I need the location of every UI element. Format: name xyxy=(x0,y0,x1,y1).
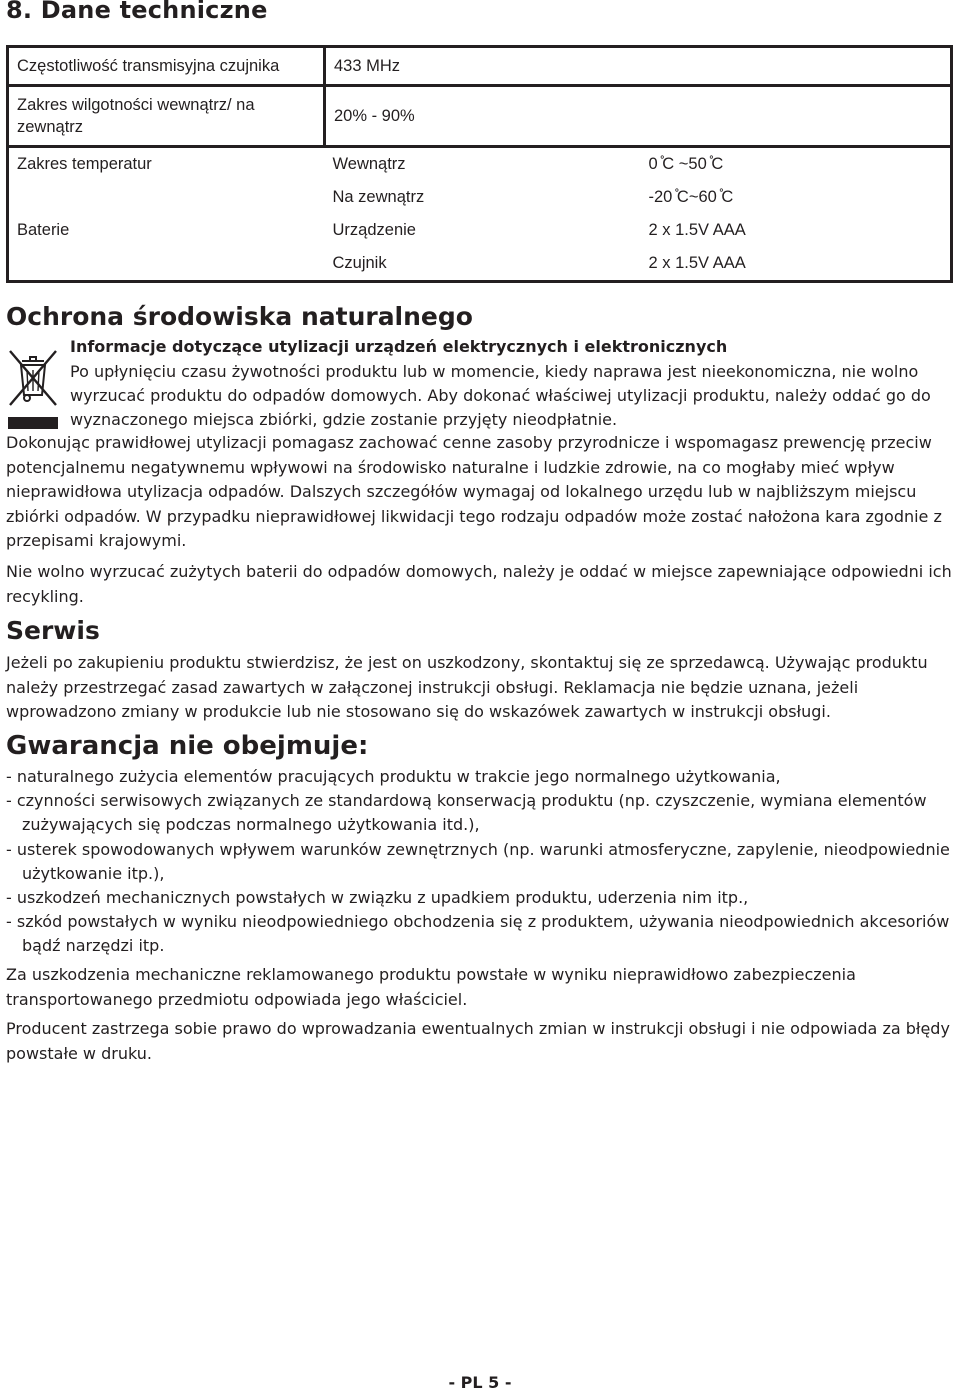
table-row xyxy=(8,181,952,214)
environment-title: Ochrona środowiska naturalnego xyxy=(6,302,473,331)
service-para: Jeżeli po zakupieniu produktu stwierdzisz, że jest on uszkodzony, skontaktuj się ze sprzedawcą. Używając produktu należy przestrzegać zasad zawartych w załączonej instrukcji obsługi. Reklamacja nie będzie uznana, jeżeli wprowadzono zmiany w produkcie lub nie stosowano się do wskazówek zawartych w instrukcji obsługi. xyxy=(6,653,928,721)
environment-para-1: Po upłynięciu czasu żywotności produktu lub w momencie, kiedy naprawa jest nieekonomiczna, nie wolno wyrzucać produktu do odpadów domowych. Aby dokonać właściwej utylizacji produktu, należy oddać go do wyznaczonego miejsca zbiórki, gdzie zostanie przyjęty nieodpłatnie. xyxy=(70,362,931,429)
battery-device-value: 2 x 1.5V AAA xyxy=(641,214,952,247)
humidity-label: Zakres wilgotności wewnątrz/ na zewnątrz xyxy=(8,86,325,147)
list-item: - uszkodzeń mechanicznych powstałych w związku z upadkiem produktu, uderzenia nim itp., xyxy=(6,888,749,908)
table-row xyxy=(8,86,952,147)
warranty-list xyxy=(6,765,958,959)
warranty-para-1: Za uszkodzenia mechaniczne reklamowanego produktu powstałe w wyniku nieprawidłowo zabezpieczenia transportowanego przedmiotu odpowiada jego właściciel. xyxy=(6,965,856,1009)
service-title: Serwis xyxy=(6,616,100,645)
table-row xyxy=(8,147,952,182)
battery-label: Baterie xyxy=(8,214,325,247)
humidity-value: 20% - 90% xyxy=(325,86,952,147)
list-item: - czynności serwisowych związanych ze standardową konserwacją produktu (np. czyszczenie, wymiana elementów zużywających się podczas normalnego użytkowania itd.), xyxy=(6,791,927,835)
section-heading: 8. Dane techniczne xyxy=(6,0,268,24)
battery-sensor-label: Czujnik xyxy=(325,247,641,282)
table-row xyxy=(8,47,952,86)
list-item: - szkód powstałych w wyniku nieodpowiedniego obchodzenia się z produktem, używania nieodpowiednich akcesoriów bądź narzędzi itp. xyxy=(6,912,950,956)
temp-inside-label: Wewnątrz xyxy=(332,155,406,173)
page-number: - PL 5 - xyxy=(448,1373,512,1392)
freq-label: Częstotliwość transmisyjna czujnika xyxy=(8,47,325,86)
list-item: - usterek spowodowanych wpływem warunków zewnętrznych (np. warunki atmosferyczne, zapylenie, nieodpowiednie użytkowanie itp.), xyxy=(6,839,950,883)
environment-para-2: Dokonując prawidłowej utylizacji pomagasz zachować cenne zasoby przyrodnicze i wspomagasz prewencję przeciw potencjalnemu negatywnemu wpływowi na środowisko naturalne i ludzkie zdrowie, na co mogłaby mieć wpływ nieprawidłowa utylizacja odpadów. Dalszych szczegółów wymagaj od lokalnego urzędu lub w najbliższym miejscu zbiórki odpadów. W przypadku nieprawidłowej likwidacji tego rodzaju odpadów może zostać nałożona kara zgodnie z przepisami krajowymi. xyxy=(6,433,942,550)
spec-table xyxy=(6,45,953,283)
table-row xyxy=(8,247,952,282)
temp-outside-value: -20 ̊C~60 ̊C xyxy=(641,181,952,214)
table-row xyxy=(8,214,952,247)
warranty-para-2: Producent zastrzega sobie prawo do wprowadzania ewentualnych zmian w instrukcji obsługi i nie odpowiada za błędy powstałe w druku. xyxy=(6,1019,950,1063)
temp-label: Zakres temperatur xyxy=(8,147,325,182)
crossed-out-wheelie-bin-icon xyxy=(8,343,58,429)
list-item: - naturalnego zużycia elementów pracujących produktu w trakcie jego normalnego użytkowania, xyxy=(6,767,781,786)
environment-subtitle: Informacje dotyczące utylizacji urządzeń elektrycznych i elektronicznych xyxy=(70,337,728,356)
environment-para-3: Nie wolno wyrzucać zużytych baterii do odpadów domowych, należy je oddać w miejsce zapewniające odpowiedni ich recykling. xyxy=(6,562,952,606)
temp-outside-label: Na zewnątrz xyxy=(332,188,425,206)
temp-inside-value: 0 ̊C ~50 ̊C xyxy=(641,147,952,182)
battery-sensor-value: 2 x 1.5V AAA xyxy=(641,247,952,282)
battery-device-label: Urządzenie xyxy=(332,221,416,239)
warranty-title: Gwarancja nie obejmuje: xyxy=(6,731,369,761)
freq-value: 433 MHz xyxy=(325,47,952,86)
